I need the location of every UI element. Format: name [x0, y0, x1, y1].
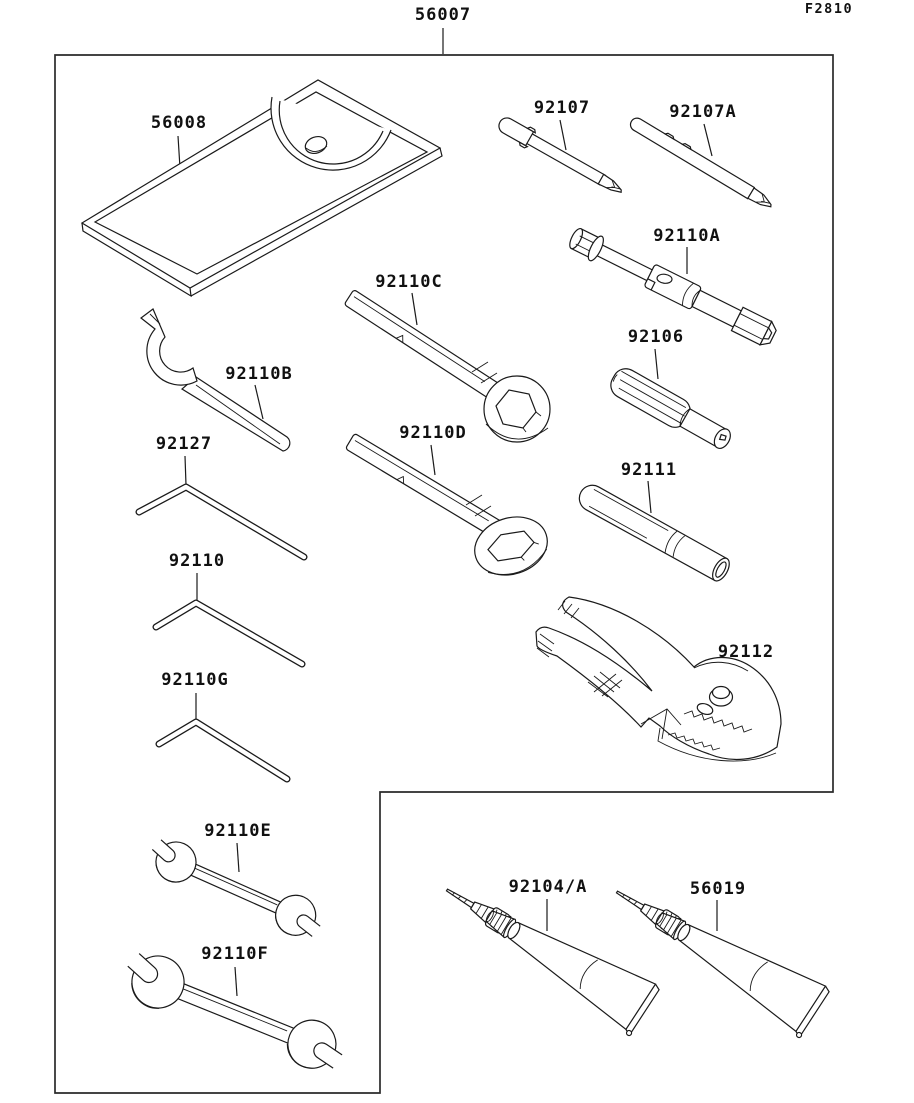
drawing-92110C-box-wrench: [344, 289, 550, 442]
drawing-92104A-tube: [442, 877, 661, 1037]
drawing-92110-hex-key: [156, 603, 302, 664]
part-label-92112: 92112: [717, 642, 775, 662]
leader-92110B: [255, 385, 263, 419]
part-label-92104A: 92104/A: [508, 877, 588, 897]
part-label-92110D: 92110D: [399, 423, 467, 443]
part-label-56019: 56019: [689, 879, 747, 899]
leader-92110D: [431, 445, 435, 475]
drawing-92112-pliers: [536, 597, 781, 761]
part-label-92110A: 92110A: [653, 226, 721, 246]
part-label-92110E: 92110E: [204, 821, 272, 841]
part-label-92127: 92127: [155, 434, 213, 454]
figure-code: F2810: [804, 1, 854, 17]
drawing-92110D-box-wrench: [345, 433, 554, 584]
part-label-92107A: 92107A: [669, 102, 737, 122]
part-label-92110C: 92110C: [375, 272, 443, 292]
part-label-92110: 92110: [168, 551, 226, 571]
leader-92110C: [412, 293, 417, 325]
drawing-92107A-screwdriver: [628, 114, 776, 211]
drawing-56019-tube: [612, 879, 831, 1039]
part-label-92110G: 92110G: [161, 670, 229, 690]
part-label-92107: 92107: [533, 98, 591, 118]
leader-92127: [185, 456, 186, 485]
part-label-56008: 56008: [150, 113, 208, 133]
part-label-56007: 56007: [414, 5, 472, 25]
drawing-56008-tool-pouch: [82, 80, 442, 296]
drawing-92111-plug-wrench: [575, 481, 733, 584]
part-label-92110F: 92110F: [201, 944, 269, 964]
leader-92107: [560, 120, 566, 150]
leader-92111: [648, 481, 651, 513]
drawing-92110F-open-end-wrench: [116, 945, 352, 1081]
drawing-92127-hex-key: [139, 487, 304, 557]
leader-92106: [655, 349, 658, 379]
part-label-92111: 92111: [620, 460, 678, 480]
part-label-92106: 92106: [627, 327, 685, 347]
leader-92110E: [237, 843, 239, 872]
leader-92107A: [704, 124, 712, 156]
part-label-92110B: 92110B: [225, 364, 293, 384]
leader-92110F: [235, 967, 237, 996]
drawing-92110G-hex-key: [159, 722, 287, 779]
drawing-92106-driver-handle: [606, 364, 736, 455]
drawing-92110E-open-end-wrench: [143, 832, 330, 945]
